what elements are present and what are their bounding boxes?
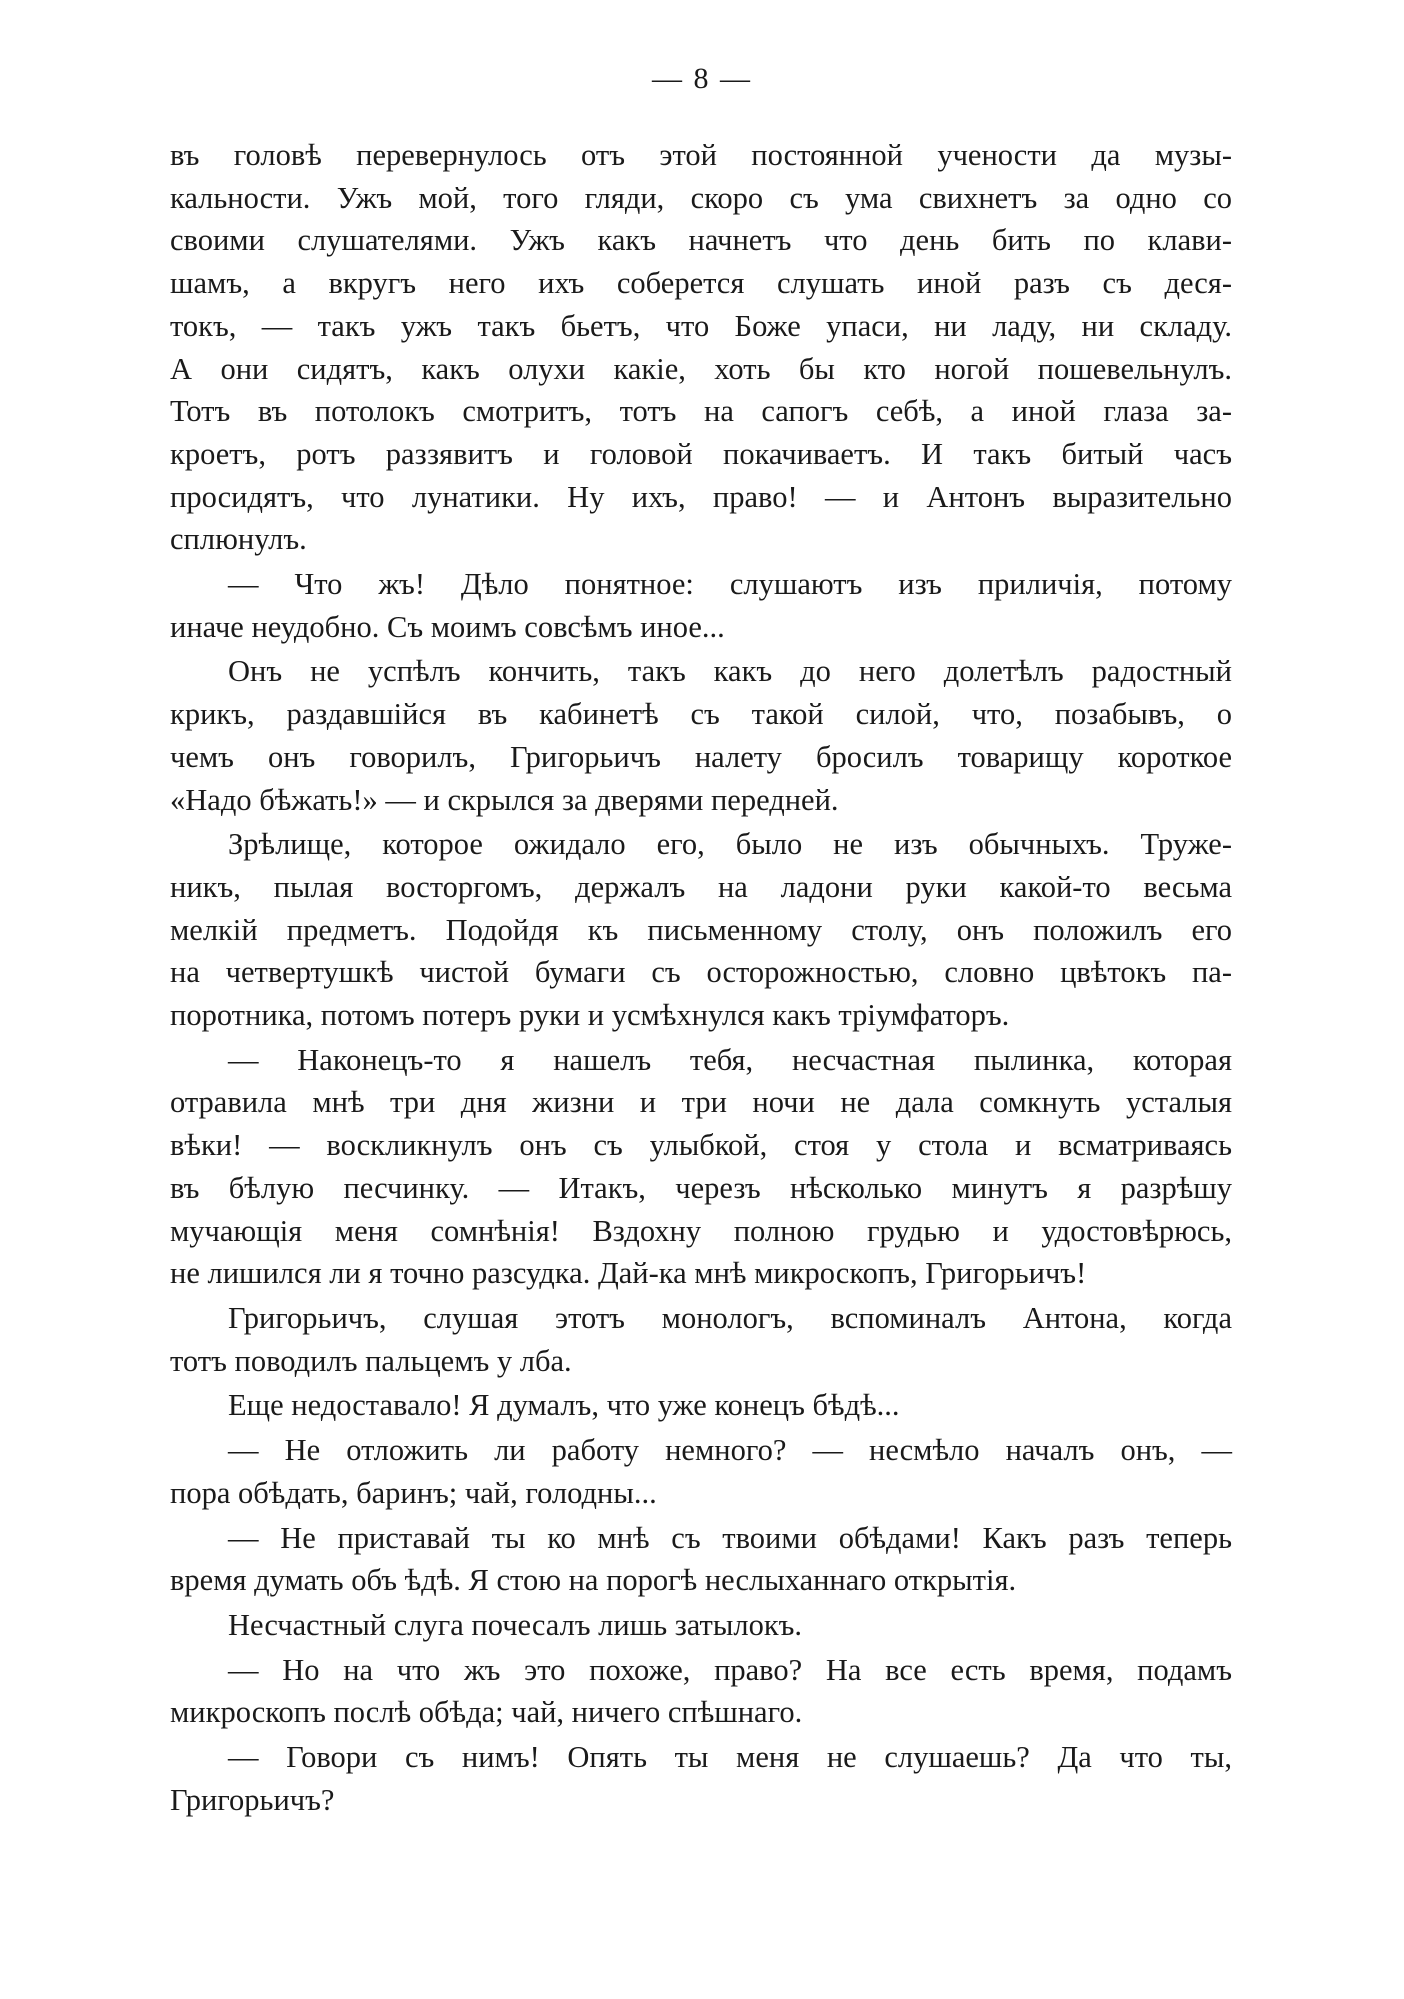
text-line: на четвертушкѣ чистой бумаги съ осторожностью, словно цвѣтокъ па- <box>170 955 1232 990</box>
text-line: мучающія меня сомнѣнія! Вздохну полною грудью и удостовѣрюсь, <box>170 1213 1232 1248</box>
text-line: — Наконецъ-то я нашелъ тебя, несчастная пылинка, которая <box>228 1042 1232 1077</box>
text-line: микроскопъ послѣ обѣда; чай, ничего спѣшнаго. <box>170 1695 803 1730</box>
text-line: тотъ поводилъ пальцемъ у лба. <box>170 1343 572 1378</box>
text-line: своими слушателями. Ужъ какъ начнетъ что день бить по клави- <box>170 223 1232 258</box>
text-line: въ головѣ перевернулось отъ этой постоянной учености да музы- <box>170 138 1232 172</box>
paragraph <box>170 134 1232 561</box>
text-line: просидятъ, что лунатики. Ну ихъ, право! — и Антонъ выразительно <box>170 479 1232 514</box>
paragraph <box>170 1736 1232 1821</box>
paragraph <box>170 1604 1232 1647</box>
text-line: никъ, пылая восторгомъ, держалъ на ладони руки какой-то весьма <box>170 869 1232 904</box>
paragraph <box>170 823 1232 1037</box>
text-line: — Говори съ нимъ! Опять ты меня не слушаешь? Да что ты, <box>228 1740 1232 1775</box>
text-line: — Не отложить ли работу немного? — несмѣло началъ онъ, — <box>228 1433 1232 1468</box>
text-line: кальности. Ужъ мой, того гляди, скоро съ ума свихнетъ за одно со <box>170 180 1232 215</box>
text-line: сплюнулъ. <box>170 522 307 557</box>
text-line: поротника, потомъ потеръ руки и усмѣхнулся какъ тріумфаторъ. <box>170 998 1010 1033</box>
text-line: «Надо бѣжать!» — и скрылся за дверями передней. <box>170 782 839 817</box>
text-line: Зрѣлище, которое ожидало его, было не изъ обычныхъ. Труже- <box>228 827 1232 862</box>
text-line: Григорьичъ, слушая этотъ монологъ, вспоминалъ Антона, когда <box>228 1300 1232 1335</box>
text-line: кроетъ, ротъ раззявитъ и головой покачиваетъ. И такъ битый часъ <box>170 436 1232 471</box>
text-line: крикъ, раздавшійся въ кабинетѣ съ такой силой, что, позабывъ, о <box>170 697 1232 732</box>
text-line: въ бѣлую песчинку. — Итакъ, черезъ нѣсколько минутъ я разрѣшу <box>170 1170 1232 1205</box>
text-line: мелкій предметъ. Подойдя къ письменному столу, онъ положилъ его <box>170 912 1232 947</box>
text-line: Тотъ въ потолокъ смотритъ, тотъ на сапогъ себѣ, а иной глаза за- <box>170 394 1232 429</box>
text-line: шамъ, а вкругъ него ихъ соберется слушать иной разъ съ деся- <box>170 266 1232 301</box>
paragraph <box>170 1297 1232 1382</box>
paragraph <box>170 1429 1232 1514</box>
text-line: пора обѣдать, баринъ; чай, голодны... <box>170 1475 657 1510</box>
text-line: Несчастный слуга почесалъ лишь затылокъ. <box>228 1607 803 1642</box>
text-line: отравила мнѣ три дня жизни и три ночи не дала сомкнуть усталыя <box>170 1085 1232 1120</box>
paragraph <box>170 1384 1232 1427</box>
text-line: — Что жъ! Дѣло понятное: слушаютъ изъ приличія, потому <box>228 567 1232 602</box>
page-number: — 8 — <box>652 62 752 95</box>
text-line: вѣки! — воскликнулъ онъ съ улыбкой, стоя у стола и всматриваясь <box>170 1128 1232 1163</box>
text-line: — Не приставай ты ко мнѣ съ твоими обѣдами! Какъ разъ теперь <box>228 1520 1232 1555</box>
paragraph <box>170 650 1232 821</box>
text-line: Еще недоставало! Я думалъ, что уже конецъ бѣдѣ... <box>228 1388 900 1423</box>
paragraph <box>170 1649 1232 1734</box>
text-line: Онъ не успѣлъ кончить, такъ какъ до него долетѣлъ радостный <box>228 654 1232 689</box>
text-line: токъ, — такъ ужъ такъ бьетъ, что Боже упаси, ни ладу, ни складу. <box>170 308 1232 343</box>
body-text <box>170 134 1232 1823</box>
paragraph <box>170 1039 1232 1295</box>
text-line: иначе неудобно. Съ моимъ совсѣмъ иное... <box>170 609 725 644</box>
paragraph <box>170 563 1232 648</box>
text-line: А они сидятъ, какъ олухи какіе, хоть бы кто ногой пошевельнулъ. <box>170 351 1232 386</box>
text-line: Григорьичъ? <box>170 1782 335 1817</box>
text-line: время думать объ ѣдѣ. Я стою на порогѣ неслыханнаго открытія. <box>170 1563 1017 1598</box>
text-line: — Но на что жъ это похоже, право? На все есть время, подамъ <box>228 1652 1232 1687</box>
text-line: не лишился ли я точно разсудка. Дай-ка мнѣ микроскопъ, Григорьичъ! <box>170 1256 1087 1291</box>
text-line: чемъ онъ говорилъ, Григорьичъ налету бросилъ товарищу короткое <box>170 739 1232 774</box>
paragraph <box>170 1517 1232 1602</box>
